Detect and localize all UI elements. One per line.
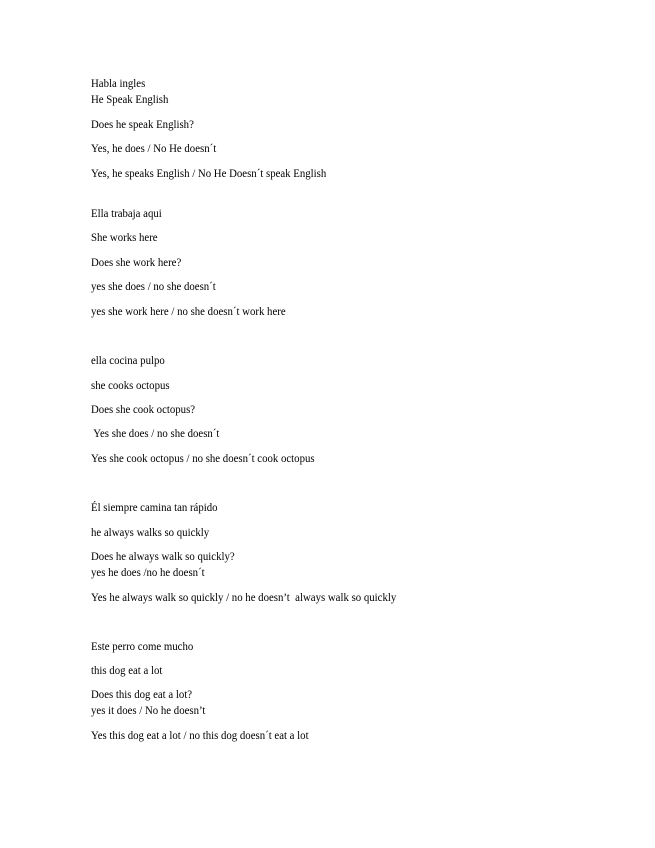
text-line: Yes, he speaks English / No He Doesn´t speak English — [91, 166, 327, 180]
text-line: Yes he always walk so quickly / no he doesn’t always walk so quickly — [91, 590, 397, 604]
text-line: Does he always walk so quickly? — [91, 549, 235, 563]
text-line: yes she work here / no she doesn´t work here — [91, 304, 286, 318]
text-line: ella cocina pulpo — [91, 353, 165, 367]
text-line: He Speak English — [91, 92, 169, 106]
text-line: Does this dog eat a lot? — [91, 687, 193, 701]
text-line: this dog eat a lot — [91, 663, 163, 677]
text-line: Este perro come mucho — [91, 639, 194, 653]
text-line: yes she does / no she doesn´t — [91, 279, 216, 293]
text-line: she cooks octopus — [91, 378, 170, 392]
text-line: Yes she cook octopus / no she doesn´t cook octopus — [91, 451, 315, 465]
text-line: Ella trabaja aqui — [91, 206, 162, 220]
text-line: Yes, he does / No He doesn´t — [91, 141, 217, 155]
text-line: yes it does / No he doesn’t — [91, 703, 206, 717]
text-line: yes he does /no he doesn´t — [91, 565, 205, 579]
text-line: Habla ingles — [91, 76, 146, 90]
text-line: Does she work here? — [91, 255, 182, 269]
text-line: Does he speak English? — [91, 117, 194, 131]
text-line: Yes she does / no she doesn´t — [91, 426, 220, 440]
text-line: he always walks so quickly — [91, 525, 210, 539]
text-line: Yes this dog eat a lot / no this dog doesn´t eat a lot — [91, 728, 309, 742]
text-line: She works here — [91, 230, 158, 244]
text-line: Does she cook octopus? — [91, 402, 196, 416]
text-line: Él siempre camina tan rápido — [91, 500, 218, 514]
